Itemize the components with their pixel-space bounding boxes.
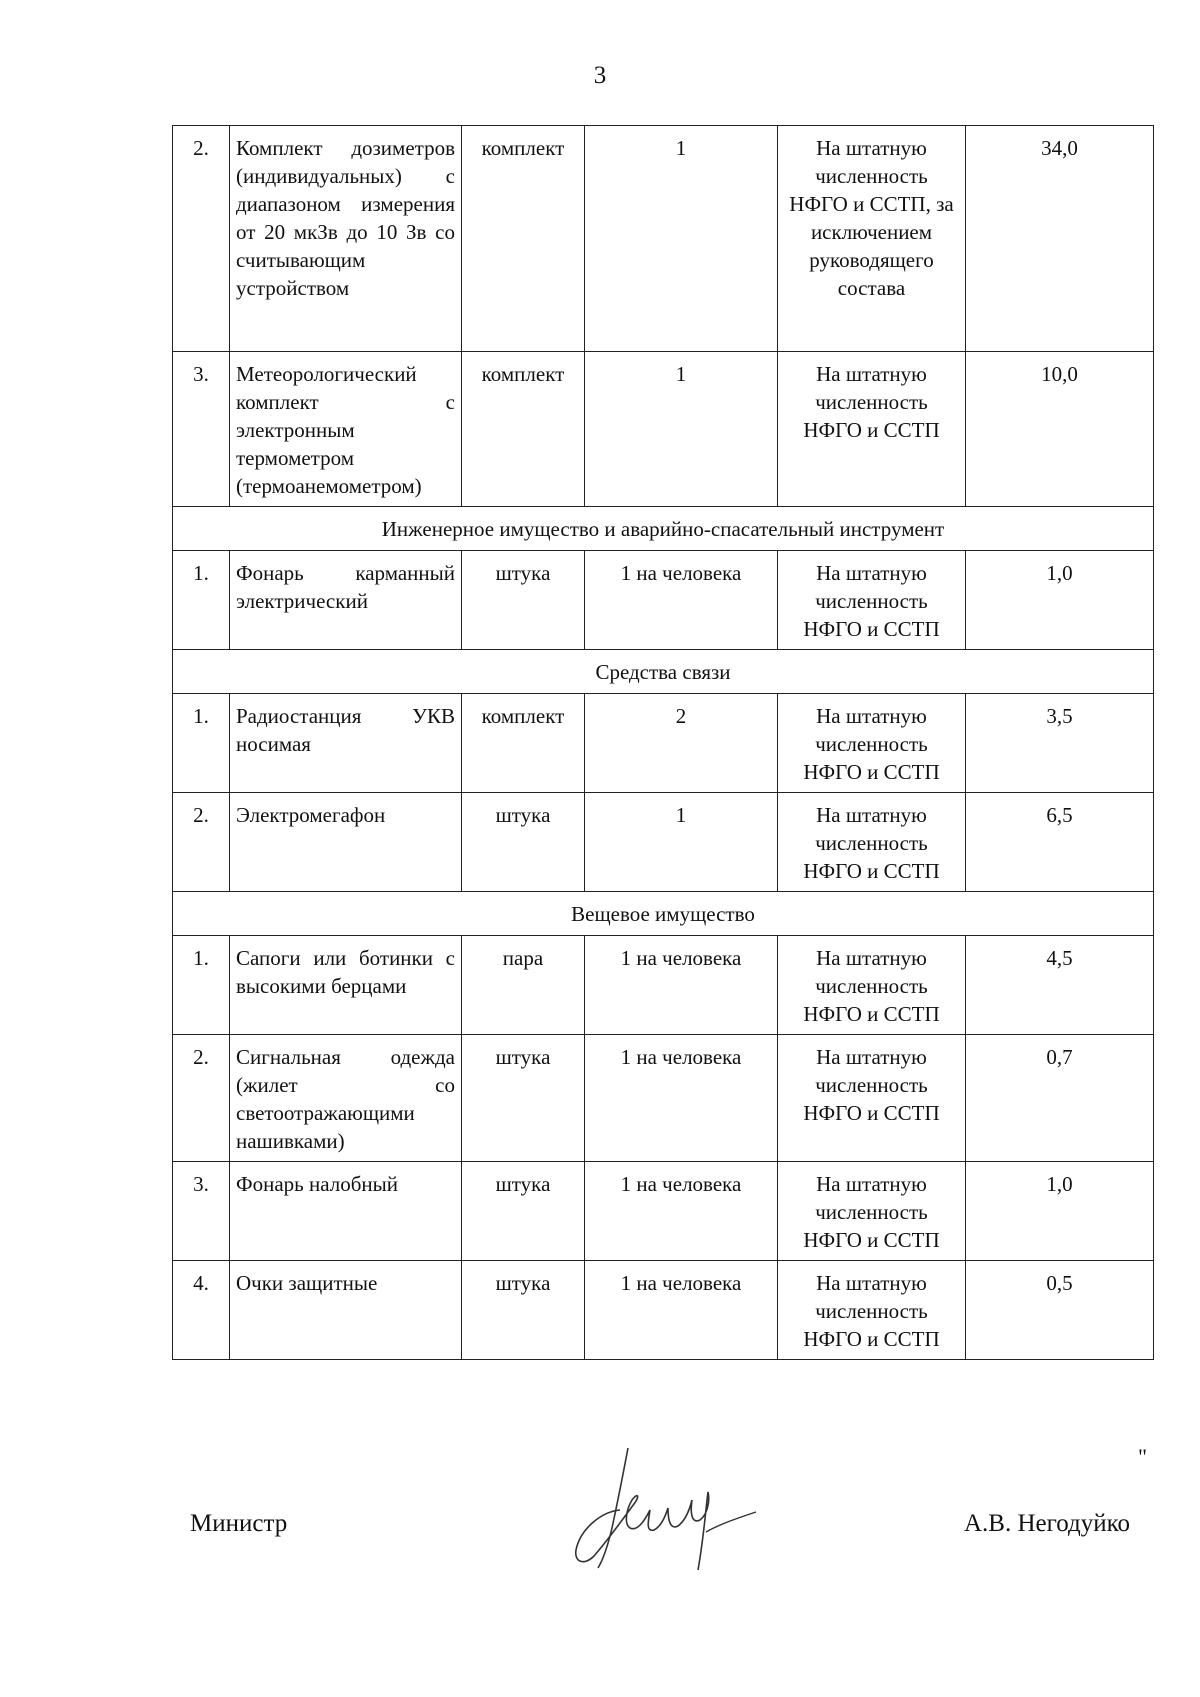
item-quantity: 1 [585,352,778,507]
item-quantity: 1 на человека [585,551,778,650]
item-basis: На штатную численность НФГО и ССТП [778,936,966,1035]
item-value: 6,5 [966,793,1154,892]
item-unit: штука [462,1261,585,1360]
item-value: 0,5 [966,1261,1154,1360]
item-basis: На штатную численность НФГО и ССТП [778,1162,966,1261]
row-number: 1. [173,936,230,1035]
item-name: Очки защитные [230,1261,462,1360]
row-number: 2. [173,1035,230,1162]
item-value: 1,0 [966,1162,1154,1261]
item-basis: На штатную численность НФГО и ССТП [778,694,966,793]
item-name: Метеорологический комплект с электронным термометром (термоанемометром) [230,352,462,507]
item-unit: комплект [462,694,585,793]
item-quantity: 1 на человека [585,936,778,1035]
section-row [173,892,1154,936]
table-row [173,793,1154,892]
item-basis: На штатную численность НФГО и ССТП [778,793,966,892]
table-row [173,126,1154,352]
page-number: 3 [593,62,607,89]
item-name: Сигнальная одежда (жилет со светоотражающими нашивками) [230,1035,462,1162]
signatory-name: А.В. Негодуйко [963,1510,1130,1537]
table-row [173,1035,1154,1162]
item-name: Комплект дозиметров (индивидуальных) с диапазоном измерения от 20 мкЗв до 10 Зв со считывающим устройством [230,126,462,352]
item-basis: На штатную численность НФГО и ССТП, за исключением руководящего состава [778,126,966,352]
item-unit: штука [462,793,585,892]
item-unit: комплект [462,126,585,352]
item-value: 34,0 [966,126,1154,352]
item-name: Фонарь налобный [230,1162,462,1261]
section-row [173,650,1154,694]
equipment-table [172,125,1154,1360]
table-row [173,936,1154,1035]
item-quantity: 2 [585,694,778,793]
item-name: Сапоги или ботинки с высокими берцами [230,936,462,1035]
section-title: Средства связи [173,650,1154,694]
row-number: 1. [173,551,230,650]
item-value: 0,7 [966,1035,1154,1162]
item-name: Фонарь карманный электрический [230,551,462,650]
item-value: 10,0 [966,352,1154,507]
row-number: 4. [173,1261,230,1360]
item-value: 3,5 [966,694,1154,793]
table-row [173,352,1154,507]
row-number: 3. [173,352,230,507]
item-unit: пара [462,936,585,1035]
row-number: 3. [173,1162,230,1261]
item-basis: На штатную численность НФГО и ССТП [778,1261,966,1360]
table-body [173,126,1154,1360]
item-basis: На штатную численность НФГО и ССТП [778,551,966,650]
row-number: 2. [173,793,230,892]
item-unit: комплект [462,352,585,507]
table-row [173,1162,1154,1261]
item-quantity: 1 на человека [585,1035,778,1162]
row-number: 2. [173,126,230,352]
item-quantity: 1 на человека [585,1162,778,1261]
closing-quote: " [1138,1444,1147,1469]
item-basis: На штатную численность НФГО и ССТП [778,1035,966,1162]
signatory-position: Министр [190,1510,288,1537]
item-unit: штука [462,551,585,650]
table-row [173,551,1154,650]
item-quantity: 1 [585,793,778,892]
section-title: Вещевое имущество [173,892,1154,936]
item-unit: штука [462,1035,585,1162]
section-title: Инженерное имущество и аварийно-спасательный инструмент [173,507,1154,551]
table-row [173,1261,1154,1360]
row-number: 1. [173,694,230,793]
item-value: 1,0 [966,551,1154,650]
item-quantity: 1 на человека [585,1261,778,1360]
handwritten-signature [560,1440,760,1590]
table-row [173,694,1154,793]
item-name: Электромегафон [230,793,462,892]
item-quantity: 1 [585,126,778,352]
item-unit: штука [462,1162,585,1261]
item-value: 4,5 [966,936,1154,1035]
item-name: Радиостанция УКВ носимая [230,694,462,793]
section-row [173,507,1154,551]
item-basis: На штатную численность НФГО и ССТП [778,352,966,507]
